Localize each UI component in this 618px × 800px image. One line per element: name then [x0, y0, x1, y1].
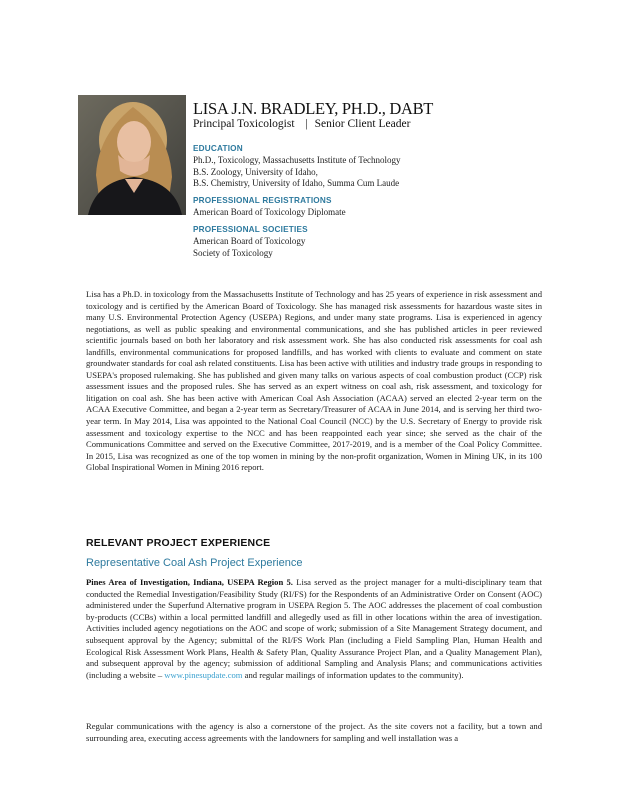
communications-paragraph: Regular communications with the agency is also a cornerstone of the project. As the site covers not a facility, but a town and surrounding area, executing access agreements with the landowners for sampling and well installation was a	[86, 721, 542, 743]
section-heading: RELEVANT PROJECT EXPERIENCE	[86, 537, 271, 549]
person-name: LISA J.N. BRADLEY, PH.D., DABT	[193, 99, 434, 118]
title-separator: |	[305, 118, 308, 130]
society-item: Society of Toxicology	[193, 247, 273, 258]
job-title: Principal Toxicologist	[193, 118, 295, 130]
registrations-section	[193, 195, 346, 219]
education-item: Ph.D., Toxicology, Massachusetts Institute of Technology	[193, 155, 401, 165]
subsection-heading: Representative Coal Ash Project Experience	[86, 557, 303, 569]
society-item: American Board of Toxicology	[193, 236, 306, 246]
job-title-line	[193, 118, 410, 130]
profile-photo	[78, 95, 186, 215]
education-section	[193, 143, 401, 190]
education-item: B.S. Zoology, University of Idaho,	[193, 166, 318, 177]
societies-section	[193, 224, 308, 259]
bio-paragraph: Lisa has a Ph.D. in toxicology from the Massachusetts Institute of Technology and has 25 years of experience in risk assessment and toxicology and is certified by the American Board of Toxicology. She has managed risk assessments for hazardous waste sites in many U.S. Environmental Protection Agency (USEPA) Regions, and under many state programs. Lisa is experienced in agency negotiations, as well as public speaking and environmental communications, and she has published articles in peer reviewed scientific journals based on both her laboratory and risk assessment work. She has also conducted risk assessments for coal ash landfills, environmental communications for proposed landfills, and has worked with clients to evaluate and comment on state groundwater standards for coal ash related constituents. Lisa has been active with utilities and industry trade groups in responding to USEPA's proposed rulemaking. She has published and given many talks on various aspects of coal combustion product (CCP) risk assessment issues and the proposed rules. She has served as an expert witness on coal ash, risk assessment, and toxicology for litigation on coal ash. She has been active with American Coal Ash Association (ACAA) served an elected 2-year term on the ACAA Executive Committee, and began a 2-year term as Secretary/Treasurer of ACAA in June 2014, and is serving her third two-year term. In May 2014, Lisa was appointed to the National Coal Council (NCC) by the U.S. Secretary of Energy to provide risk assessment and toxicology expertise to the NCC and has been reappointed each year since; she served as the chair of the Communications Committee and served on the Executive Committee, 2017-2019, and is a member of the Coal Policy Committee. In 2015, Lisa was recognized as one of the top women in mining by the non-profit organization, Women in Mining UK, in its 100 Global Inspirational Women in Mining 2016 report.	[86, 289, 542, 473]
registration-item: American Board of Toxicology Diplomate	[193, 207, 346, 217]
job-subtitle: Senior Client Leader	[314, 118, 411, 130]
education-item: B.S. Chemistry, University of Idaho, Summa Cum Laude	[193, 178, 400, 189]
project-description: Lisa served as the project manager for a multi-disciplinary team that conducted the Remedial Investigation/Feasibility Study (RI/FS) for the Respondents of an Administrative Order on Consent (AOC) administered under the Superfund Alternative program in USEPA Region 5. The AOC addresses the placement of coal combustion by-products (CCBs) within a local permitted landfill and allegedly used as fill in other locations within the area of investigation. Activities included agency negotiations on the AOC and scope of work; submission of a Site Management Strategy document, and subsequent approval by the Agency; submittal of the RI/FS Work Plan (including a Field Sampling Plan, Human Health and Ecological Risk Assessment Work Plans, Health & Safety Plan, Quality Assurance Project Plan, and a Quality Management Plan), and subsequent approval by the agency; submission of additional Sampling and Analysis Plans; and communications activities (including a website –	[86, 577, 542, 680]
project-description-end: and regular mailings of information updates to the community).	[244, 669, 464, 680]
societies-heading: PROFESSIONAL SOCIETIES	[193, 225, 308, 234]
project-paragraph	[86, 577, 542, 681]
project-title: Pines Area of Investigation, Indiana, USEPA Region 5.	[86, 577, 293, 587]
website-link[interactable]: www.pinesupdate.com	[164, 669, 243, 680]
registrations-heading: PROFESSIONAL REGISTRATIONS	[193, 196, 332, 205]
portrait-image	[78, 95, 186, 215]
education-heading: EDUCATION	[193, 144, 243, 153]
